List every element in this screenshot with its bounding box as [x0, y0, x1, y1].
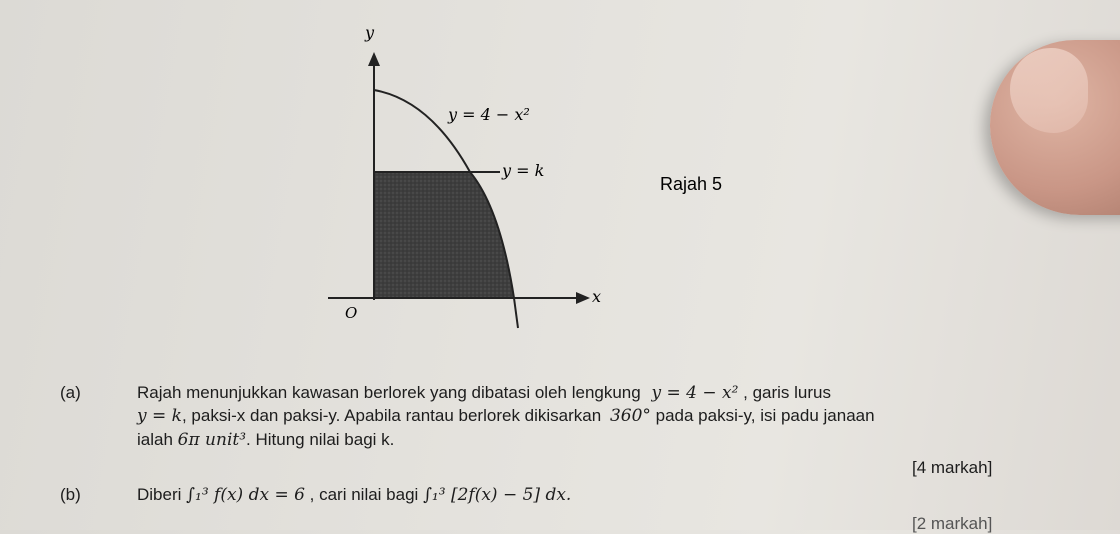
part-a-angle: 360°	[609, 406, 651, 426]
part-b-marks: [2 markah]	[912, 514, 993, 533]
part-a-line-3-end: . Hitung nilai bagi k.	[246, 430, 395, 449]
part-a-line-1-text: Rajah menunjukkan kawasan berlorek yang dibatasi oleh lengkung	[137, 383, 641, 402]
part-b-target-integral: ∫₁³ [2f(x) − 5] dx.	[423, 485, 572, 505]
part-a-line-1	[137, 383, 831, 403]
part-a-curve-equation: y = 4 − x²	[651, 383, 739, 403]
shaded-region	[374, 172, 514, 298]
part-a-line-2-text: , paksi-x dan paksi-y. Apabila rantau berlorek dikisarkan	[181, 406, 602, 425]
part-a-label: (a)	[60, 383, 81, 402]
part-b-given-integral: ∫₁³ f(x) dx = 6	[186, 485, 305, 505]
part-a-volume: 6π unit³	[177, 430, 247, 450]
part-b-text-2: , cari nilai bagi	[309, 485, 419, 504]
part-a-marks: [4 markah]	[912, 458, 993, 477]
y-axis-label: y	[365, 23, 375, 42]
part-a-line-3	[137, 430, 394, 450]
part-a-line-1-end: , garis lurus	[743, 383, 831, 402]
curve-label: y = 4 − x²	[448, 105, 530, 124]
figure-caption: Rajah 5	[660, 174, 723, 194]
part-b-line	[137, 485, 571, 505]
part-a-line-equation: y = k	[137, 406, 182, 426]
part-b-text-1: Diberi	[137, 485, 182, 504]
part-a-line-2-end: pada paksi-y, isi padu janaan	[655, 406, 875, 425]
x-axis-label: x	[592, 287, 602, 306]
x-axis-arrow	[576, 292, 590, 304]
part-a-line-3-text: ialah	[137, 430, 173, 449]
line-label: y = k	[502, 161, 545, 180]
y-axis-arrow	[368, 52, 380, 66]
part-a-line-2	[137, 406, 875, 426]
part-b-label: (b)	[60, 485, 81, 504]
origin-label: O	[345, 304, 358, 322]
